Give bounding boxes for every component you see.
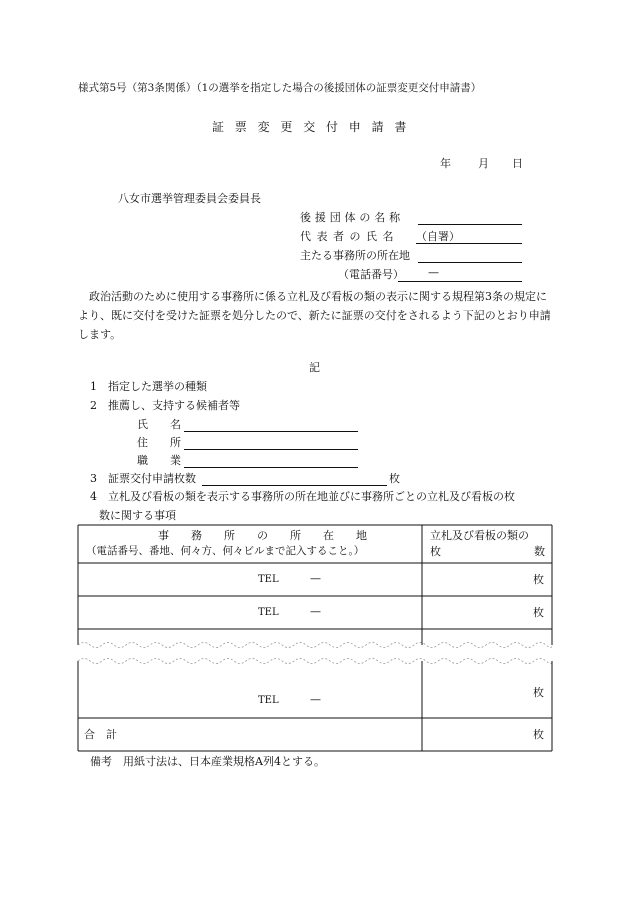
phone-dash: — — [428, 266, 439, 279]
table-row-1-dash: — — [310, 572, 321, 585]
address-label: 主たる事務所の所在地 — [300, 249, 410, 262]
form-label: 様式第5号（第3条関係）（1の選挙を指定した場合の後援団体の証票変更交付申請書） — [78, 82, 482, 94]
table-row-3-unit: 枚 — [533, 686, 544, 699]
item-2: 2 推薦し、支持する候補者等 — [90, 399, 240, 412]
footnote: 備考 用紙寸法は、日本産業規格A列4とする。 — [90, 755, 325, 768]
item-1: 1 指定した選挙の種類 — [90, 380, 207, 393]
table-total-unit: 枚 — [533, 728, 544, 741]
table-row-2-tel: TEL — [258, 607, 279, 618]
item-4-line1: 4 立札及び看板の類を表示する事務所の所在地並びに事務所ごとの立札及び看板の枚 — [90, 490, 515, 503]
rep-name-label: 代表者の氏名 — [300, 230, 399, 243]
addressee: 八女市選挙管理委員会委員長 — [118, 192, 261, 205]
phone-label: （電話番号） — [338, 268, 404, 281]
item-3: 3 証票交付申請枚数 — [90, 472, 196, 485]
table-header-count-right: 数 — [534, 545, 545, 558]
table-header-count: 立札及び看板の類の — [430, 529, 529, 542]
table-row-1-tel: TEL — [258, 574, 279, 585]
date-year: 年 — [440, 157, 451, 170]
body-paragraph: 政治活動のために使用する事務所に係る立札及び看板の類の表示に関する規程第3条の規定により、既に交付を受けた証票を処分したので、新たに証票の交付をされるよう下記のとおり申請します。 — [78, 290, 551, 341]
table-row-3-tel: TEL — [258, 695, 279, 706]
ki-label: 記 — [309, 361, 320, 374]
table-total-label: 合 計 — [84, 728, 117, 741]
org-name-label: 後援団体の名称 — [300, 211, 404, 224]
date-month: 月 — [478, 157, 489, 170]
item-3-unit: 枚 — [389, 472, 400, 485]
table-row-2-unit: 枚 — [533, 606, 544, 619]
form-title: 証票変更交付申請書 — [212, 120, 418, 134]
candidate-name-label: 氏 名 — [137, 418, 181, 431]
date-day: 日 — [512, 157, 523, 170]
candidate-address-label: 住 所 — [137, 436, 181, 449]
table-row-2-dash: — — [310, 605, 321, 618]
self-sign-note: （自署） — [416, 230, 460, 243]
table-row-1-unit: 枚 — [533, 573, 544, 586]
candidate-job-label: 職 業 — [137, 454, 181, 467]
table-header-location: 事 務 所 の 所 在 地 — [158, 529, 367, 542]
table-header-location-note: （電話番号、番地、何々方、何々ビルまで記入すること。） — [86, 545, 365, 557]
table-header-count-left: 枚 — [430, 545, 441, 558]
table-row-3-dash: — — [310, 693, 321, 706]
item-4-line2: 数に関する事項 — [99, 509, 176, 522]
